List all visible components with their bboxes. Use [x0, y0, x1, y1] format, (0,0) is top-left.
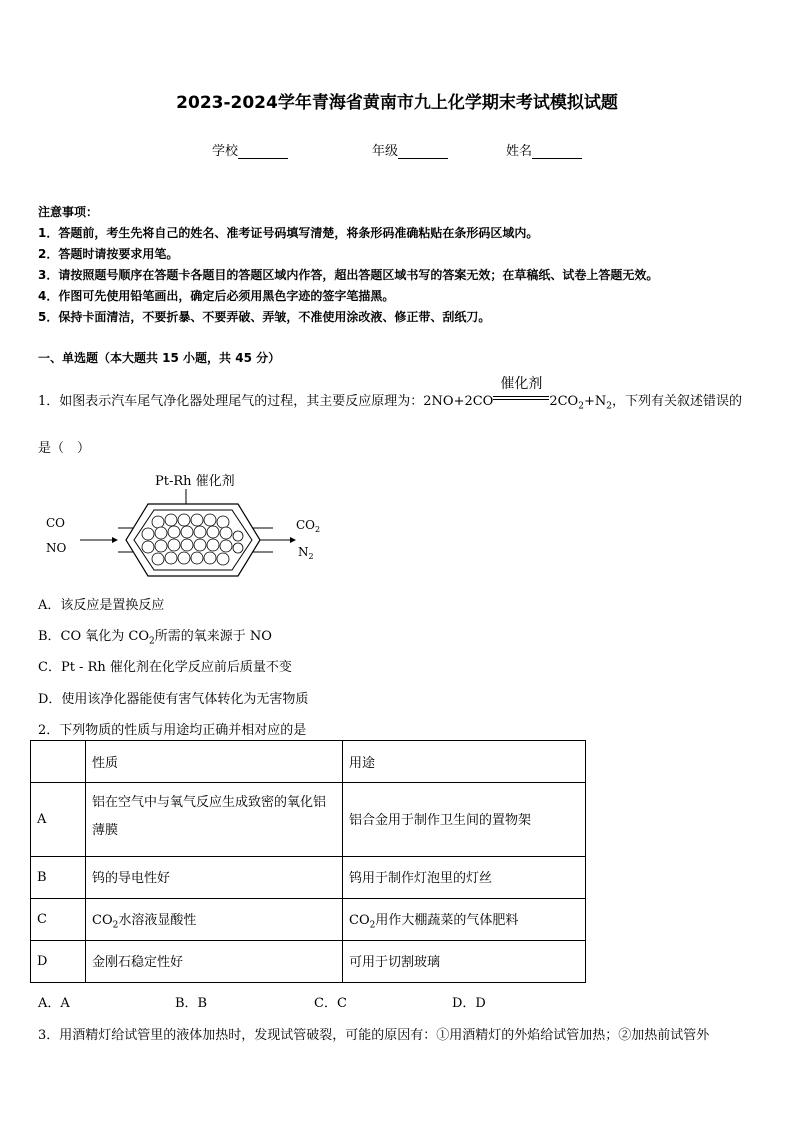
use-cell: $CO_2$用作大棚蔬菜的气体肥料: [343, 899, 586, 941]
q1-text-a: 1．如图表示汽车尾气净化器处理尾气的过程，其主要反应原理为：2NO+2CO: [38, 394, 494, 409]
table-row: [31, 899, 586, 941]
reaction-arrow: [493, 376, 549, 405]
table-row: [31, 857, 586, 899]
notice-item: 1．答题前，考生先将自己的姓名、准考证号码填写清楚，将条形码准确粘贴在条形码区域内。: [38, 226, 539, 240]
row-label: A: [31, 783, 86, 857]
header-cell: 用途: [343, 741, 586, 783]
q1-option-c: C．Pt - Rh 催化剂在化学反应前后质量不变: [38, 660, 292, 675]
notice-item: 4．作图可先使用铅笔画出，确定后必须用黑色字迹的签字笔描黑。: [38, 289, 395, 303]
q1-option-a: A．该反应是置换反应: [38, 598, 165, 613]
name-label: 姓名: [506, 144, 533, 159]
school-field: [212, 140, 288, 159]
table-row: [31, 941, 586, 983]
question-1-text: 1．如图表示汽车尾气净化器处理尾气的过程，其主要反应原理为：2NO+2CO 催化剂 $2CO_2+N_2$，下列有关叙述错误的: [38, 390, 742, 412]
q2-option-c: C．C: [314, 996, 347, 1011]
row-label: D: [31, 941, 86, 983]
property-cell: 金刚石稳定性好: [86, 941, 343, 983]
notice-item: 2．答题时请按要求用笔。: [38, 247, 179, 261]
grade-blank: [398, 146, 448, 159]
property-cell: $CO_2$水溶液显酸性: [86, 899, 343, 941]
header-cell: [31, 741, 86, 783]
input-co-label: CO: [46, 516, 66, 530]
question-2-text: 2．下列物质的性质与用途均正确并相对应的是: [38, 723, 307, 738]
notice-item: 5．保持卡面清洁，不要折暴、不要弄破、弄皱，不准使用涂改液、修正带、刮纸刀。: [38, 310, 491, 324]
q1-option-b: B．CO 氧化为 $CO_2$所需的氧来源于 NO: [38, 629, 272, 647]
properties-uses-table: [30, 740, 586, 983]
question-1-bracket: 是（ ）: [38, 441, 91, 456]
table-row: [31, 783, 586, 857]
q2-option-d: D．D: [452, 996, 486, 1011]
header-cell: 性质: [86, 741, 343, 783]
notice-heading: 注意事项：: [38, 205, 99, 219]
use-cell: 钨用于制作灯泡里的灯丝: [343, 857, 586, 899]
name-blank: [532, 146, 582, 159]
table-header-row: [31, 741, 586, 783]
notice-item: 3．请按照题号顺序在答题卡各题目的答题区域内作答，超出答题区域书写的答案无效；在草稿纸、试卷上答题无效。: [38, 268, 659, 282]
school-blank: [238, 146, 288, 159]
school-label: 学校: [212, 144, 239, 159]
catalyst-label: 催化剂: [500, 376, 543, 392]
row-label: B: [31, 857, 86, 899]
output-n2-label: $N_2$: [298, 545, 314, 561]
q1-option-d: D．使用该净化器能使有害气体转化为无害物质: [38, 692, 309, 707]
q2-option-a: A．A: [38, 996, 70, 1011]
page-title: 2023-2024学年青海省黄南市九上化学期末考试模拟试题: [176, 93, 618, 113]
catalytic-converter-diagram: [38, 470, 338, 580]
question-3-text: 3．用酒精灯给试管里的液体加热时，发现试管破裂，可能的原因有：①用酒精灯的外焰给试管加热；②加热前试管外: [38, 1028, 710, 1043]
input-no-label: NO: [46, 541, 67, 555]
property-cell: 钨的导电性好: [86, 857, 343, 899]
q2-option-b: B．B: [175, 996, 208, 1011]
property-cell: 铝在空气中与氧气反应生成致密的氧化铝薄膜: [86, 783, 343, 857]
catalyst-figure-label: Pt-Rh 催化剂: [155, 474, 235, 489]
section-heading: 一、单选题（本大题共 15 小题，共 45 分）: [38, 351, 281, 365]
row-label: C: [31, 899, 86, 941]
use-cell: 可用于切割玻璃: [343, 941, 586, 983]
grade-field: [372, 140, 448, 159]
use-cell: 铝合金用于制作卫生间的置物架: [343, 783, 586, 857]
output-co2-label: $CO_2$: [296, 518, 321, 534]
grade-label: 年级: [372, 144, 399, 159]
name-field: [506, 140, 582, 159]
